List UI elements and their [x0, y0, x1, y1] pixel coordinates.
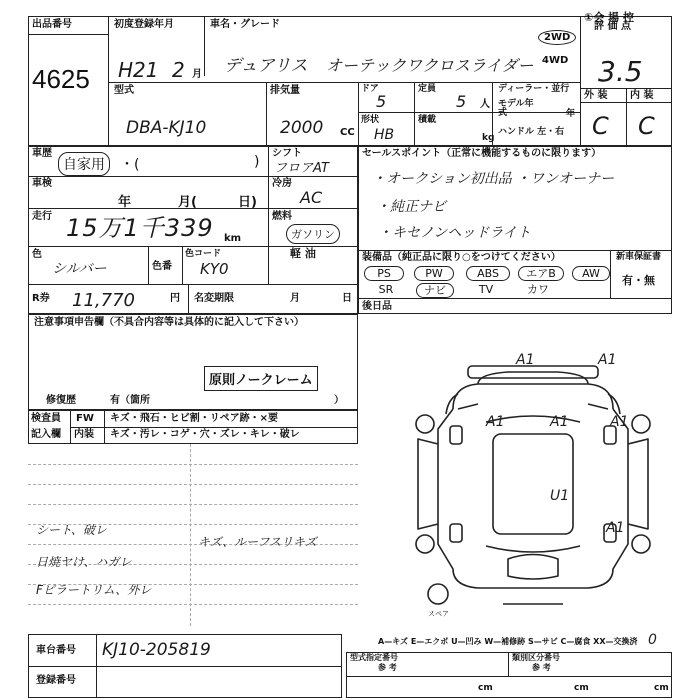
month-unit: 月 — [192, 69, 202, 80]
fuel-label: 燃料 — [272, 211, 292, 222]
shaken-label: 車検 — [32, 178, 52, 189]
damage-mark-right-front: A1 — [606, 520, 625, 536]
shape-label: 形状 — [361, 115, 380, 125]
notes-label: 注意事項申告欄（不具合内容等は具体的に記入して下さい） — [34, 317, 304, 328]
shift-value: フロアAT — [274, 161, 329, 176]
ac-value: AC — [300, 188, 323, 207]
no-claim-stamp: 原則ノークレーム — [204, 366, 318, 391]
drive-4wd: 4WD — [542, 55, 569, 66]
form-ref: 参 考 — [378, 663, 397, 672]
cm-unit-2: cm — [574, 683, 589, 693]
warranty-value: 有・無 — [622, 274, 655, 287]
name-change-month: 月 — [290, 293, 300, 304]
type-label: 型式 — [114, 85, 134, 96]
color-value: シルバー — [52, 261, 107, 277]
venue-label: ①会 場 控 — [584, 11, 634, 24]
fuel-value: ガソリン — [286, 224, 340, 244]
damage-mark-rear-right: A1 — [598, 352, 617, 368]
doors-label: ドア — [361, 84, 379, 94]
equip-pw: PW — [414, 266, 454, 281]
inspector-label: 検査員 — [31, 413, 61, 424]
type-value: DBA-KJ10 — [126, 118, 207, 138]
note-seat: シート、破レ — [36, 523, 107, 537]
cc-unit: CC — [340, 127, 355, 138]
history-value: 自家用 — [58, 152, 110, 176]
displacement-value: 2000 — [280, 118, 324, 138]
ac-label: 冷房 — [272, 178, 292, 189]
damage-mark-roof-rear: A1 — [550, 414, 569, 430]
sales-point-1: ・オークション初出品 ・ワンオーナー — [372, 171, 615, 187]
auction-sheet — [28, 12, 672, 698]
corner-mark: 0 — [648, 632, 657, 648]
equip-sr: SR — [378, 283, 394, 296]
cm-unit-3: cm — [654, 683, 669, 693]
recycle-label: R券 — [32, 293, 50, 304]
equip-abs: ABS — [466, 266, 510, 281]
history-close: ) — [254, 154, 260, 170]
chassis-label: 車台番号 — [36, 645, 76, 656]
km-unit: km — [224, 233, 242, 244]
exterior-label: 外 装 — [584, 90, 608, 101]
class-label: 類別区分番号 — [512, 653, 560, 662]
equip-aw: AW — [572, 266, 610, 281]
damage-mark-roof: U1 — [550, 488, 570, 504]
interior-legend: キズ・汚レ・コゲ・穴・ズレ・キレ・破レ — [110, 429, 300, 440]
mileage-label: 走行 — [32, 211, 52, 222]
lot-number-label: 出品番号 — [32, 19, 72, 30]
kg-unit: kg — [482, 133, 495, 143]
first-reg-month: 2 — [172, 58, 185, 82]
recycle-value: 11,770 — [72, 290, 135, 311]
note-sunburn: 日焼ヤけ、ハガレ — [36, 555, 132, 569]
warranty-label: 新車保証書 — [616, 252, 662, 262]
note-pillar: Fピラートリム、外レ — [36, 583, 152, 597]
form-designation-label: 型式指定番号 — [350, 653, 398, 662]
color-code-label: 色コード — [185, 249, 222, 259]
yen-unit: 円 — [170, 293, 180, 304]
capacity-value: 5 — [456, 92, 467, 111]
notes-frame — [28, 314, 358, 410]
sales-point-3: ・キセノンヘッドライト — [378, 225, 531, 241]
first-reg-era: H21 — [118, 58, 159, 82]
name-change-day: 日 — [342, 293, 352, 304]
shaken-year: 年 — [118, 195, 132, 210]
spare-label: スペア — [428, 610, 449, 618]
capacity-unit: 人 — [480, 99, 490, 110]
note-roof: キズ、ルーフスリキズ — [198, 535, 317, 549]
color-code-value: KY0 — [200, 260, 229, 278]
mileage-value: 15万1千339 — [66, 214, 214, 242]
exterior-legend: キズ・飛石・ヒビ割・リペア跡・×要 — [110, 413, 278, 424]
damage-mark-rear-left: A1 — [516, 352, 535, 368]
rating-value: 3.5 — [598, 55, 643, 88]
color-label: 色 — [32, 249, 42, 260]
drive-2wd: 2WD — [538, 30, 576, 45]
repair-value: 有（箇所 — [110, 395, 150, 406]
sales-points-label: セールスポイント（正常に機能するものに限ります） — [362, 148, 602, 159]
name-change-label: 名変期限 — [194, 293, 234, 304]
shaken-day: 日) — [238, 195, 257, 210]
fw-label: FW — [76, 413, 94, 424]
model-year-label: モデル年式 — [498, 99, 534, 118]
dealer-label: ディーラー・並行 — [498, 84, 570, 94]
exterior-grade: C — [592, 112, 609, 140]
equip-airbag: エアB — [518, 266, 564, 281]
class-ref: 参 考 — [532, 663, 551, 672]
later-items-label: 後日品 — [362, 301, 392, 312]
handle-label: ハンドル 左・右 — [498, 127, 565, 137]
entry-label: 記入欄 — [31, 429, 61, 440]
equipment-label: 装備品（純正品に限り○をつけてください） — [362, 252, 561, 263]
equip-tv: TV — [478, 283, 494, 296]
model-grade: オーテックワクロスライダー — [326, 56, 534, 75]
model-name: デュアリス — [224, 56, 308, 76]
model-label: 車名・グレード — [210, 19, 280, 30]
registration-label: 登録番号 — [36, 675, 76, 686]
interior-entry-label: 内装 — [74, 429, 94, 440]
repair-label: 修復歴 — [46, 395, 76, 406]
year-unit: 年 — [566, 109, 576, 119]
displacement-label: 排気量 — [270, 85, 300, 96]
history-label: 車歴 — [32, 148, 52, 159]
shape-value: HB — [374, 127, 395, 143]
damage-mark-left-rear: A1 — [486, 414, 505, 430]
shaken-month: 月( — [178, 195, 197, 210]
damage-legend: A—キズ E—エクボ U—凹み W—補修跡 S—サビ C—腐食 XX—交換済 — [378, 637, 638, 646]
repair-close: ） — [334, 395, 344, 406]
sales-point-2: ・純正ナビ — [376, 199, 446, 215]
equip-leather: カワ — [527, 283, 549, 296]
equip-ps: PS — [364, 266, 404, 281]
interior-grade: C — [638, 112, 655, 140]
history-paren: ・( — [120, 157, 140, 173]
chassis-value: KJ10-205819 — [102, 640, 211, 660]
doors-value: 5 — [376, 92, 387, 111]
color-no-label: 色番 — [152, 261, 172, 272]
equip-navi: ナビ — [416, 283, 454, 298]
damage-mark-right-rear: A1 — [610, 414, 629, 430]
cm-unit-1: cm — [478, 683, 493, 693]
lot-number: 4625 — [32, 64, 90, 94]
shift-label: シフト — [272, 148, 302, 159]
first-reg-label: 初度登録年月 — [114, 19, 174, 30]
capacity-label: 定員 — [418, 84, 437, 94]
rating-label: 評 価 点 — [594, 21, 631, 32]
load-label: 積載 — [418, 115, 437, 125]
fuel-alt: 軽 油 — [290, 247, 316, 260]
interior-label: 内 装 — [630, 90, 654, 101]
